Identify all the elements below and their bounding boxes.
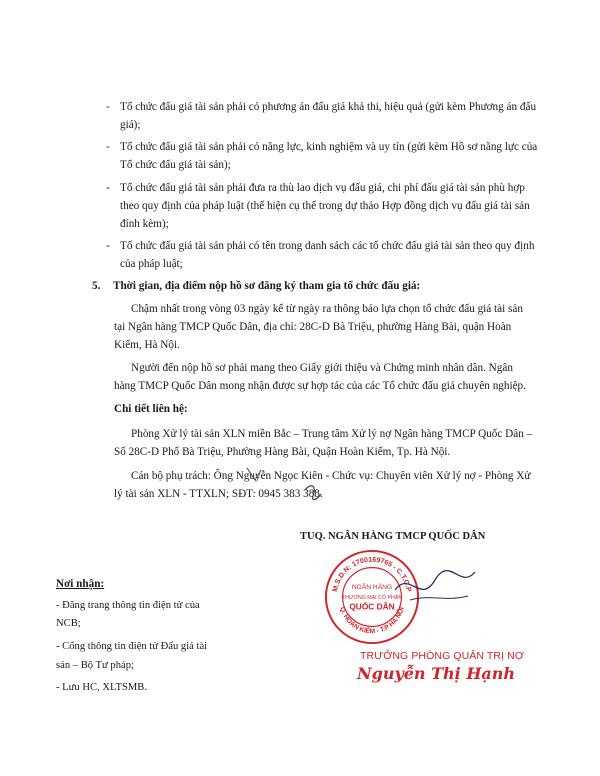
signature-authority: TUQ. NGÂN HÀNG TMCP QUỐC DÂN [300,531,486,542]
recipient-line: - Cổng thông tin điện tử Đấu giá tài [56,641,208,652]
signer-title: TRƯỞNG PHÒNG QUẢN TRỊ NỢ [360,650,524,662]
recipient-line: - Đăng trang thông tin điện tử của [56,600,200,611]
bullet-4-line-1: Tổ chức đấu giá tài sản phải có tên trong danh sách các tổ chức đấu giá tài sản theo quy định [120,240,535,252]
bullet-dash: - [106,101,110,113]
seal-top-text: M.S.D.N: 1700169765 - C.T.C.P [332,556,412,593]
section-5-para-2-line-2: hàng TMCP Quốc Dân mong nhận được sự hợp tác của các Tổ chức đấu giá chuyên nghiệp. [114,380,526,392]
bullet-2-line-1: Tổ chức đấu giá tài sản phải có năng lực, kinh nghiệm và uy tín (gửi kèm Hồ sơ năng lực của [120,141,538,153]
signer-name: Nguyễn Thị Hạnh [357,664,516,683]
contact-para-1-line-1: Phòng Xử lý tài sản XLN miền Bắc – Trung tâm Xử lý nợ Ngân hàng TMCP Quốc Dân – [131,428,533,440]
seal-line-2: THƯƠNG MẠI CỔ PHẦN [341,594,403,601]
contact-para-2-line-1: Cán bộ phụ trách: Ông Nguyễn Ngọc Kiên - Chức vụ: Chuyên viên Xử lý nợ - Phòng Xử [131,470,531,482]
bullet-3-line-2: theo quy định của pháp luật (thể hiện cụ thể trong dự thảo Hợp đồng dịch vụ đấu giá tài sản [120,200,530,212]
bullet-1-line-1: Tổ chức đấu giá tài sản phải có phương án đấu giá khả thi, hiệu quả (gửi kèm Phương án đấu [120,101,537,113]
contact-para-2-line-2: lý tài sản XLN - TTXLN; SĐT: 0945 383 388. [114,488,323,500]
section-5-para-1-line-2: tại Ngân hàng TMCP Quốc Dân, địa chỉ: 28C-D Bà Triệu, phường Hàng Bài, quận Hoàn [114,321,512,333]
section-5-number: 5. [92,280,101,292]
bullet-1-line-2: giá); [120,119,141,131]
seal-line-1: NGÂN HÀNG [351,584,393,592]
bullet-3-line-1: Tổ chức đấu giá tài sản phải đưa ra thù lao dịch vụ đấu giá, chi phí đấu giá tài sản phù hợp [120,182,525,194]
section-5-para-2-line-1: Người đến nộp hồ sơ phải mang theo Giấy giới thiệu và Chứng minh nhân dân. Ngân [131,362,513,374]
bullet-dash: - [106,182,110,194]
contact-heading: Chi tiết liên hệ: [114,403,188,415]
section-5-para-1-line-1: Chậm nhất trong vòng 03 ngày kể từ ngày ra thông báo lựa chọn tổ chức đấu giá tài sản [131,303,523,315]
section-5-heading: Thời gian, địa điểm nộp hồ sơ đăng ký tham gia tổ chức đấu giá: [113,280,421,292]
handwritten-signature [390,560,480,620]
section-5-para-1-line-3: Kiếm, Hà Nội. [114,339,180,351]
bullet-4-line-2: của pháp luật; [120,258,183,270]
seal-bottom-text: Q. HOÀN KIẾM - T.P HÀ NỘI [338,606,406,636]
bullet-3-line-3: đính kèm); [120,218,169,230]
bullet-2-line-2: Tổ chức đấu giá tài sản); [120,159,231,171]
recipient-line: NCB; [56,618,81,629]
contact-para-1-line-2: Số 28C-D Phố Bà Triệu, Phường Hàng Bài, Quận Hoàn Kiếm, Tp. Hà Nội. [114,446,451,458]
bullet-dash: - [106,141,110,153]
recipient-line: - Lưu HC, XLTSMB. [56,682,147,693]
recipient-line: sản – Bộ Tư pháp; [56,660,134,671]
seal-line-3: QUỐC DÂN [349,601,395,612]
recipients-heading: Nơi nhận: [56,578,105,590]
bullet-dash: - [106,240,110,252]
initials-mark [245,460,325,506]
